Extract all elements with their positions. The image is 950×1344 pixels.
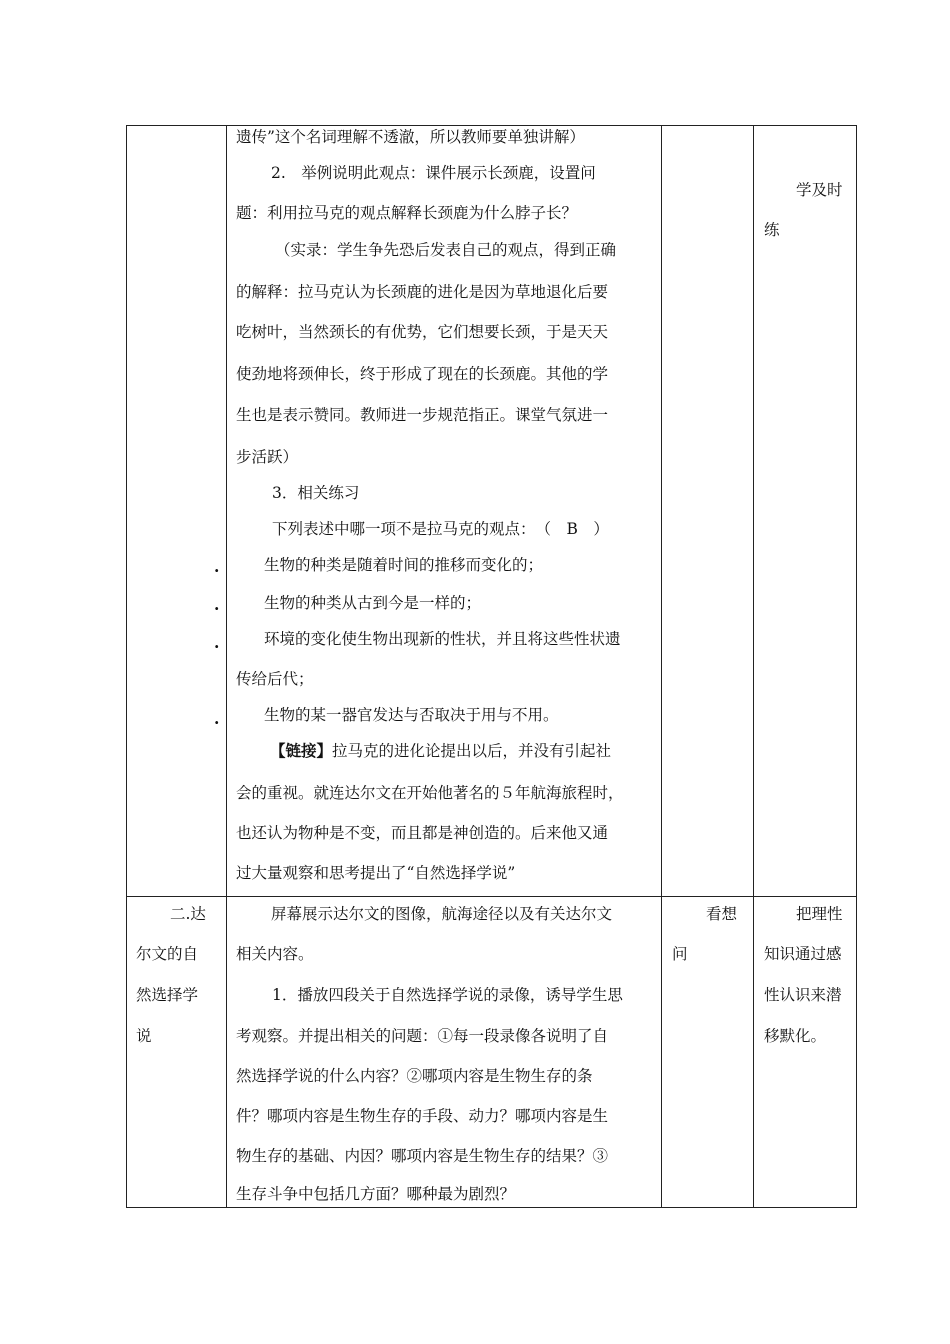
text-line: 知识通过感 — [764, 945, 842, 963]
text-line: 遗传”这个名词理解不透澈，所以教师要单独讲解） — [236, 128, 585, 146]
row-divider — [126, 896, 857, 897]
text-line: 使劲地将颈伸长，终于形成了现在的长颈鹿。其他的学 — [236, 365, 609, 383]
text-line: 移默化。 — [764, 1027, 827, 1045]
text-line: 把理性 — [796, 905, 843, 923]
text-line: 的解释：拉马克认为长颈鹿的进化是因为草地退化后要 — [236, 283, 609, 301]
text-line: 件？哪项内容是生物生存的手段、动力？哪项内容是生 — [236, 1107, 609, 1125]
text-line: 学及时 — [796, 181, 843, 199]
text-line: 屏幕展示达尔文的图像，航海途径以及有关达尔文 — [271, 905, 613, 923]
text-line: 练 — [764, 221, 780, 239]
text-line: 步活跃） — [236, 448, 299, 466]
text-line: 生存斗争中包括几方面？哪种最为剧烈？ — [236, 1185, 516, 1203]
text-line: 相关内容。 — [236, 945, 314, 963]
column-divider-1 — [226, 125, 227, 1208]
text-line: 二.达 — [170, 905, 206, 923]
link-text: 拉马克的进化论提出以后，并没有引起社 — [332, 742, 612, 760]
text-line: 尔文的自 — [136, 945, 199, 963]
text-line: 传给后代； — [236, 670, 314, 688]
text-line: 吃树叶，当然颈长的有优势，它们想要长颈，于是天天 — [236, 323, 609, 341]
link-paragraph-line — [270, 741, 611, 761]
text-line: 1．播放四段关于自然选择学说的录像，诱导学生思 — [272, 986, 623, 1004]
text-line: 会的重视。就连达尔文在开始他著名的５年航海旅程时， — [236, 784, 624, 802]
text-line: 题：利用拉马克的观点解释长颈鹿为什么脖子长？ — [236, 204, 578, 222]
column-divider-3 — [753, 125, 754, 1208]
option-bullet: . — [214, 633, 220, 652]
text-line: 2. 举例说明此观点：课件展示长颈鹿，设置问 — [271, 164, 596, 182]
table-border-left — [126, 125, 127, 1208]
exercise-option: 环境的变化使生物出现新的性状，并且将这些性状遗 — [264, 630, 621, 648]
text-line: 性认识来潜 — [764, 986, 842, 1004]
link-label: 【链接】 — [270, 741, 333, 760]
text-line: （实录：学生争先恐后发表自己的观点，得到正确 — [275, 241, 617, 259]
text-line: 看想 — [706, 905, 738, 923]
text-line: 生也是表示赞同。教师进一步规范指正。课堂气氛进一 — [236, 406, 609, 424]
text-line: 问 — [672, 945, 688, 963]
exercise-question: 下列表述中哪一项不是拉马克的观点： （ B ） — [272, 520, 609, 538]
text-line: 然选择学说的什么内容？②哪项内容是生物生存的条 — [236, 1067, 593, 1085]
text-line: 3．相关练习 — [272, 484, 360, 502]
option-bullet: . — [214, 709, 220, 728]
text-line: 考观察。并提出相关的问题：①每一段录像各说明了自 — [236, 1027, 609, 1045]
exercise-option: 生物的种类是随着时间的推移而变化的； — [264, 556, 544, 574]
table-border-bottom — [126, 1207, 857, 1208]
text-line: 过大量观察和思考提出了“自然选择学说” — [236, 864, 516, 882]
exercise-option: 生物的某一器官发达与否取决于用与不用。 — [264, 706, 559, 724]
table-border-right — [856, 125, 857, 1208]
text-line: 也还认为物种是不变，而且都是神创造的。后来他又通 — [236, 824, 609, 842]
exercise-option: 生物的种类从古到今是一样的； — [264, 594, 482, 612]
table-border-top — [126, 125, 857, 126]
column-divider-2 — [661, 125, 662, 1208]
option-bullet: . — [214, 557, 220, 576]
text-line: 说 — [136, 1027, 152, 1045]
text-line: 物生存的基础、内因？哪项内容是生物生存的结果？③ — [236, 1147, 609, 1165]
text-line: 然选择学 — [136, 986, 199, 1004]
option-bullet: . — [214, 595, 220, 614]
